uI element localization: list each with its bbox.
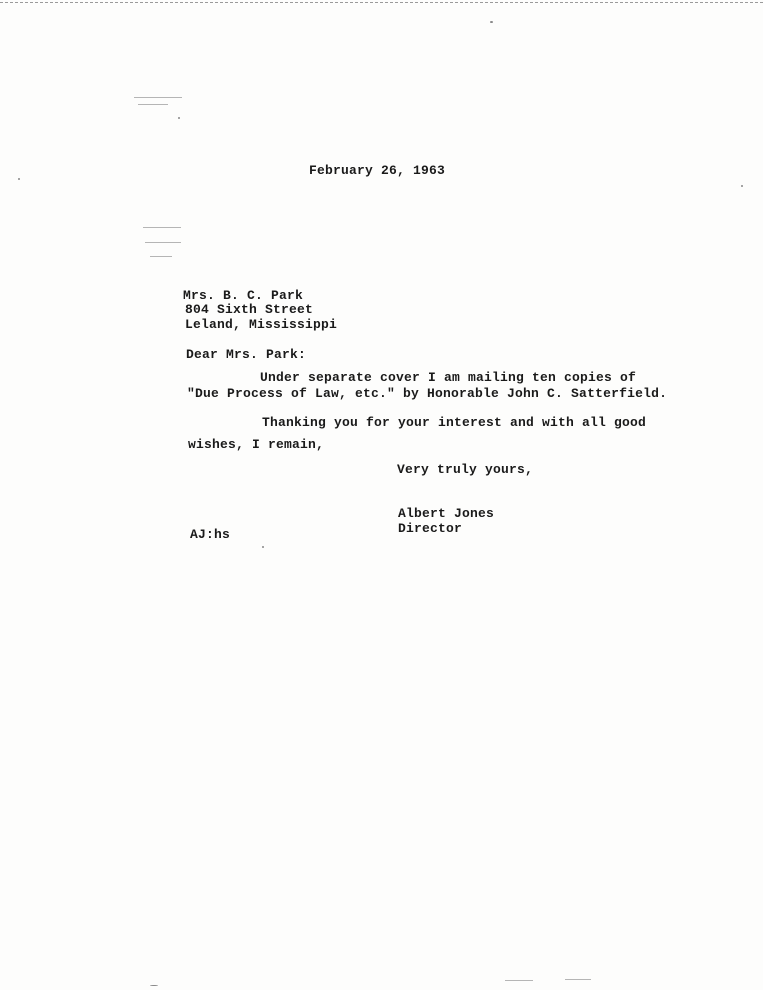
scan-speck bbox=[490, 21, 493, 23]
signature-name: Albert Jones bbox=[398, 506, 495, 521]
scan-smudge bbox=[505, 980, 533, 981]
body-paragraph-1-line-1: Under separate cover I am mailing ten copies of bbox=[260, 370, 637, 385]
body-paragraph-2-line-2: wishes, I remain, bbox=[188, 437, 325, 452]
scan-smudge bbox=[150, 256, 172, 257]
body-paragraph-1-line-2: "Due Process of Law, etc." by Honorable John C. Satterfield. bbox=[187, 386, 668, 401]
closing: Very truly yours, bbox=[397, 462, 534, 477]
scan-smudge bbox=[565, 979, 591, 980]
scan-smudge bbox=[145, 242, 181, 243]
letter-date: February 26, 1963 bbox=[309, 163, 446, 178]
signature-title: Director bbox=[398, 521, 463, 536]
scan-smudge bbox=[134, 97, 182, 98]
page-top-border bbox=[0, 2, 763, 3]
body-paragraph-2-line-1: Thanking you for your interest and with all good bbox=[262, 415, 647, 430]
recipient-name: Mrs. B. C. Park bbox=[183, 288, 304, 303]
scan-speck bbox=[741, 185, 743, 187]
scan-smudge bbox=[143, 227, 181, 228]
salutation: Dear Mrs. Park: bbox=[186, 347, 307, 362]
recipient-city: Leland, Mississippi bbox=[185, 317, 338, 332]
typist-initials: AJ:hs bbox=[190, 527, 231, 542]
scan-speck bbox=[150, 985, 158, 986]
recipient-street: 804 Sixth Street bbox=[185, 302, 314, 317]
scan-speck bbox=[178, 117, 180, 119]
scan-speck bbox=[262, 546, 264, 548]
scan-speck bbox=[18, 178, 20, 180]
scan-smudge bbox=[138, 104, 168, 105]
